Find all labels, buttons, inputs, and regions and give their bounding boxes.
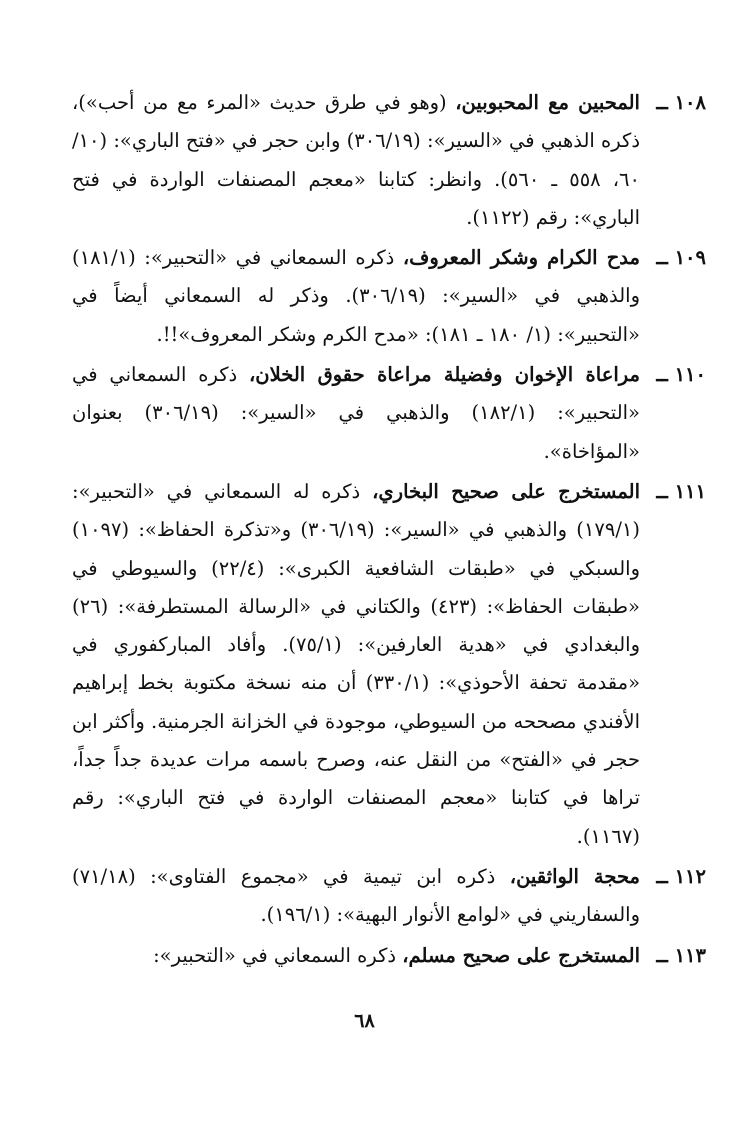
entry-title: المستخرج على صحيح البخاري، bbox=[372, 479, 641, 503]
entry-109 bbox=[72, 239, 706, 354]
entry-title: المحبين مع المحبوبين، bbox=[455, 91, 640, 114]
entry-body bbox=[72, 937, 640, 975]
entry-body bbox=[72, 858, 640, 935]
entries-list bbox=[72, 84, 706, 975]
entry-text: (وهو في طرق حديث «المرء مع من أحب»)، ذكره الذهبي في «السير»: (٣٠٦/١٩) وابن حجر في «فتح الباري»: (١٠/ ٦٠، ٥٥٨ ـ ٥٦٠). وانظر: كتابنا «معجم المصنفات الواردة في فتح الباري»: رقم (١١٢٢). bbox=[72, 91, 641, 229]
entry-number: ١٠٩ ــ bbox=[656, 246, 706, 270]
entry-text: ذكره السمعاني في «التحبير»: (١٨٢/١) والذهبي في «السير»: (٣٠٦/١٩) بعنوان «المؤاخاة». bbox=[72, 363, 640, 463]
entry-number: ١١٣ ــ bbox=[656, 943, 706, 967]
entry-112 bbox=[72, 858, 706, 935]
entry-111 bbox=[72, 473, 706, 856]
entry-number: ١١٠ ــ bbox=[656, 363, 706, 387]
entry-number: ١١٢ ــ bbox=[656, 864, 706, 888]
entry-body bbox=[72, 84, 640, 237]
entry-number: ١٠٨ ــ bbox=[656, 91, 706, 114]
entry-title: المستخرج على صحيح مسلم، bbox=[402, 943, 640, 967]
entry-body bbox=[72, 473, 640, 856]
entry-title: مدح الكرام وشكر المعروف، bbox=[402, 246, 640, 270]
entry-number: ١١١ ــ bbox=[656, 479, 706, 503]
entry-110 bbox=[72, 356, 706, 471]
entry-text: ذكره له السمعاني في «التحبير»: (١٧٩/١) والذهبي في «السير»: (٣٠٦/١٩) و«تذكرة الحفاظ»: (١٠٩٧) والسبكي في «طبقات الشافعية الكبرى»: (٢٢/٤) والسيوطي في «طبقات الحفاظ»: (٤٢٣) والكتاني في «الرسالة المستطرفة»: (٢٦) والبغدادي في «هدية العارفين»: (٧٥/١). وأفاد المباركفوري في «مقدمة تحفة الأحوذي»: (٣٣٠/١) أن منه نسخة مكتوبة بخط إبراهيم الأفندي مصححه من السيوطي، موجودة في الخزانة الجرمنية. وأكثر ابن حجر في «الفتح» من النقل عنه، وصرح باسمه مرات عديدة جداً جداً، تراها في كتابنا «معجم المصنفات الواردة في فتح الباري»: رقم (١١٦٧). bbox=[72, 479, 640, 848]
entry-text: ذكره ابن تيمية في «مجموع الفتاوى»: (٧١/١٨) والسفاريني في «لوامع الأنوار البهية»: (١٩٦/١). bbox=[72, 864, 640, 927]
entry-title: محجة الواثقين، bbox=[509, 864, 641, 888]
entry-text: ذكره السمعاني في «التحبير»: bbox=[153, 943, 397, 967]
entry-title: مراعاة الإخوان وفضيلة مراعاة حقوق الخلان، bbox=[249, 363, 640, 387]
entry-body bbox=[72, 239, 640, 354]
entry-113 bbox=[72, 937, 706, 975]
entry-text: ذكره السمعاني في «التحبير»: (١٨١/١) والذهبي في «السير»: (٣٠٦/١٩). وذكر له السمعاني أيضاً في «التحبير»: (١/ ١٨٠ ـ ١٨١): «مدح الكرم وشكر المعروف»!!. bbox=[72, 246, 640, 346]
entry-108 bbox=[72, 84, 706, 237]
entry-body bbox=[72, 356, 640, 471]
page-number: ٦٨ bbox=[354, 1010, 375, 1032]
